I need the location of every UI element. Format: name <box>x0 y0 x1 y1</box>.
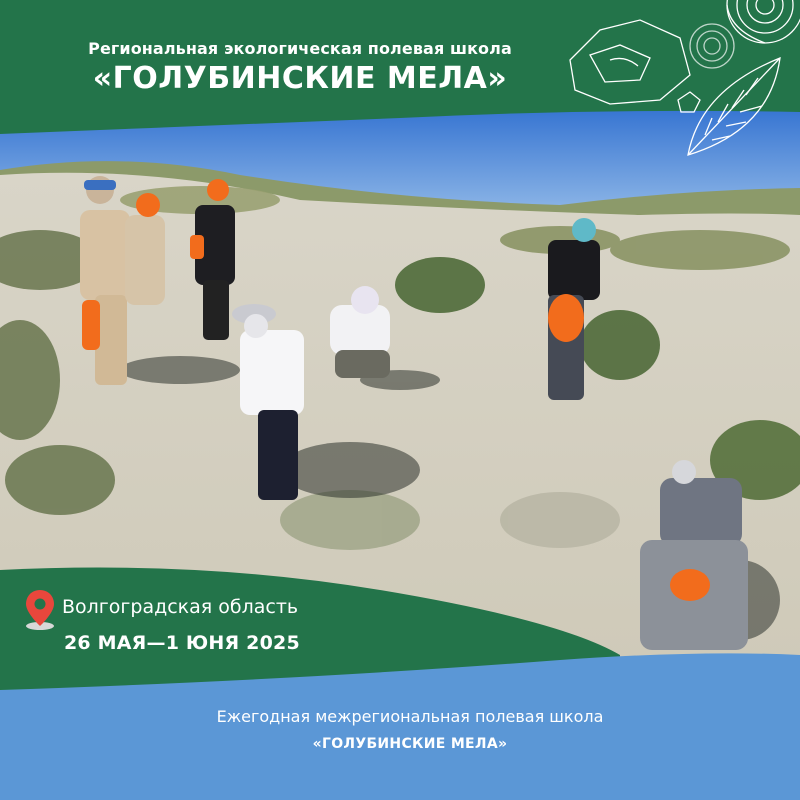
event-dates: 26 МАЯ—1 ЮНЯ 2025 <box>64 632 300 654</box>
header-subtitle: Региональная экологическая полевая школа <box>88 39 512 58</box>
header-title: «ГОЛУБИНСКИЕ МЕЛА» <box>92 61 508 96</box>
location-label: Волгоградская область <box>62 596 299 618</box>
footer-title: «ГОЛУБИНСКИЕ МЕЛА» <box>312 736 508 752</box>
footer-description: Ежегодная межрегиональная полевая школа <box>216 707 604 726</box>
map-pin-icon <box>22 588 58 632</box>
